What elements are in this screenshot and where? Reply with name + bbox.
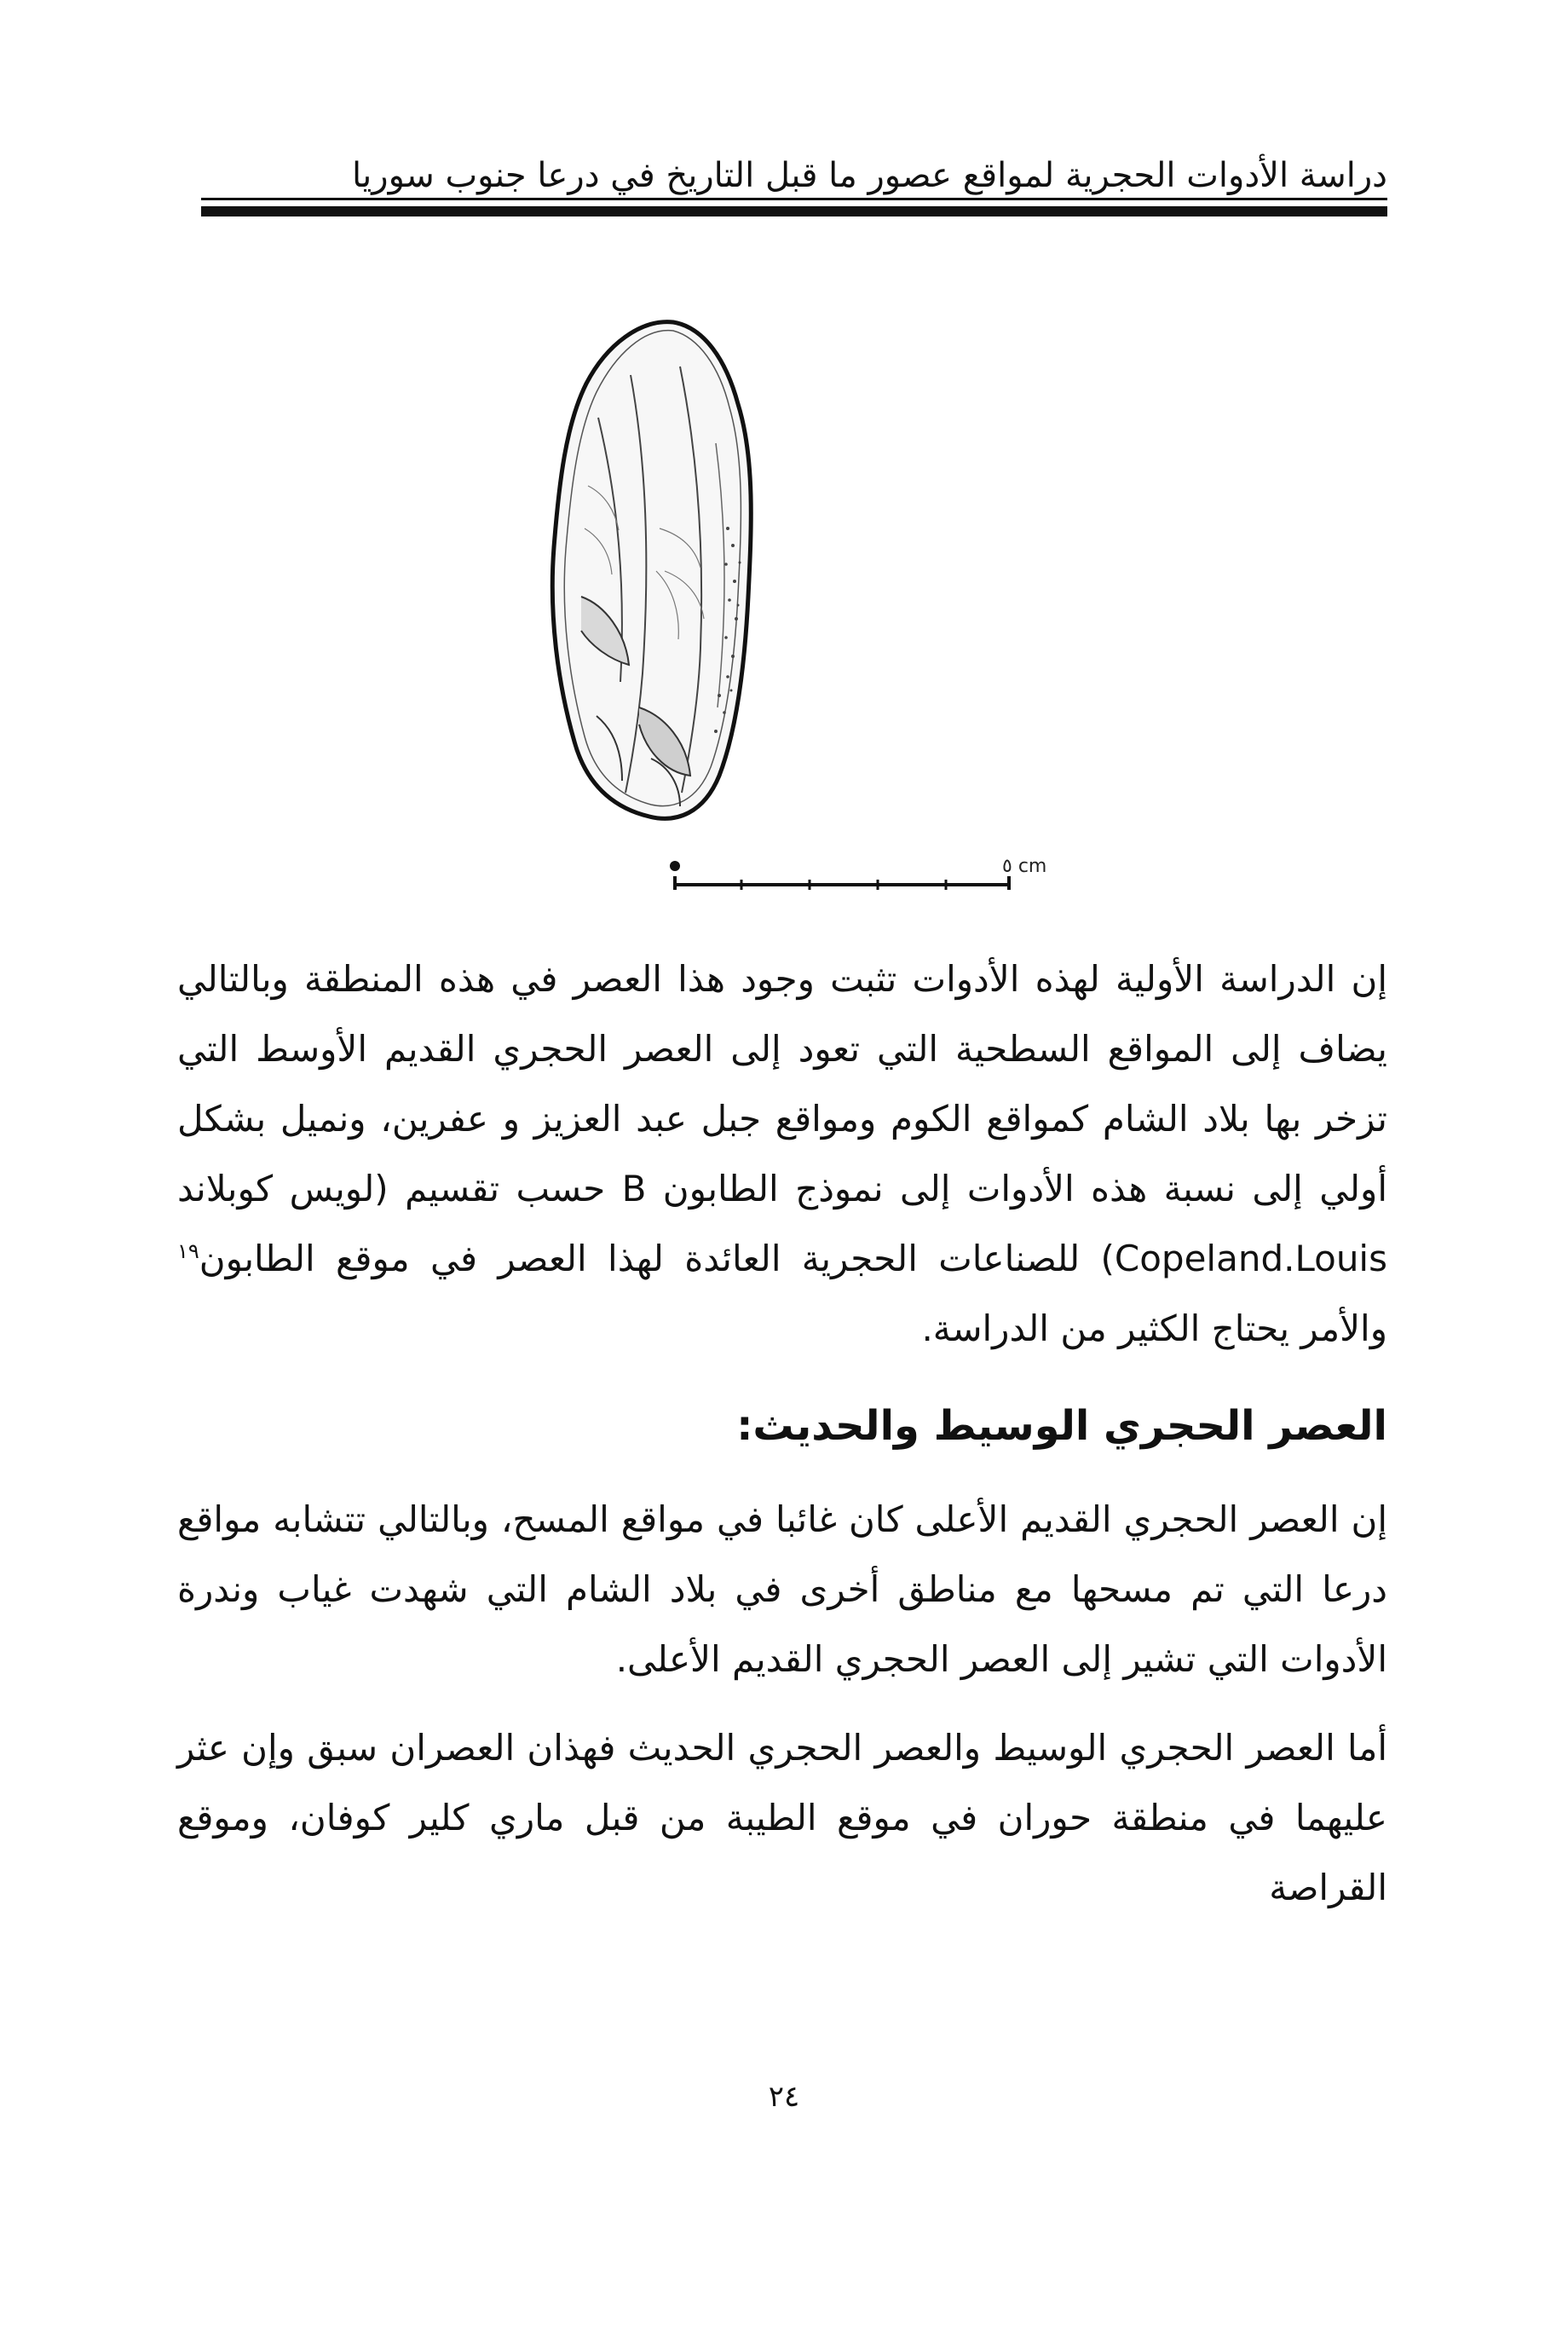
flint-blade-tool-drawing xyxy=(537,315,810,827)
section-heading: العصر الحجري الوسيط والحديث: xyxy=(736,1402,1387,1450)
footnote-marker: ١٩ xyxy=(177,1239,199,1263)
scale-label: ٥ cm xyxy=(1002,856,1047,877)
paragraph-2: إن العصر الحجري القديم الأعلى كان غائبا في مواقع المسح، وبالتالي تتشابه مواقع درعا التي تم مسحها مع مناطق أخرى في بلاد الشام التي شهدت غياب وندرة الأدوات التي تشير إلى العصر الحجري القديم الأعلى. xyxy=(177,1498,1387,1680)
header-rule-thin xyxy=(201,198,1387,200)
paragraph-1-text: إن الدراسة الأولية لهذه الأدوات تثبت وجود هذا العصر في هذه المنطقة وبالتالي يضاف إلى المواقع السطحية التي تعود إلى العصر الحجري القديم الأوسط التي تزخر بها بلاد الشام كمواقع الكوم ومواقع جبل عبد العزيز و عفرين، ونميل بشكل أولي إلى نسبة هذه الأدوات إلى نموذج الطابون B حسب تقسيم (لويس كوبلاند xyxy=(177,958,1387,1209)
paragraph-1 xyxy=(177,944,1387,1364)
header-rule-thick xyxy=(201,206,1387,216)
paragraph-1-middle: للصناعات الحجرية العائدة لهذا العصر في موقع الطابون xyxy=(199,1238,1101,1279)
paragraph-3: أما العصر الحجري الوسيط والعصر الحجري الحديث فهذان العصران سبق وإن عثر عليهما في منطقة حوران في موقع الطيبة من قبل ماري كلير كوفان، وموقع القراصة xyxy=(177,1727,1387,1908)
page-number: ٢٤ xyxy=(768,2080,800,2114)
paragraph-1-end: والأمر يحتاج الكثير من الدراسة. xyxy=(921,1307,1387,1349)
author-name-latin: (Copeland.Louis xyxy=(1100,1238,1387,1279)
running-header: دراسة الأدوات الحجرية لمواقع عصور ما قبل التاريخ في درعا جنوب سوريا xyxy=(351,156,1387,195)
